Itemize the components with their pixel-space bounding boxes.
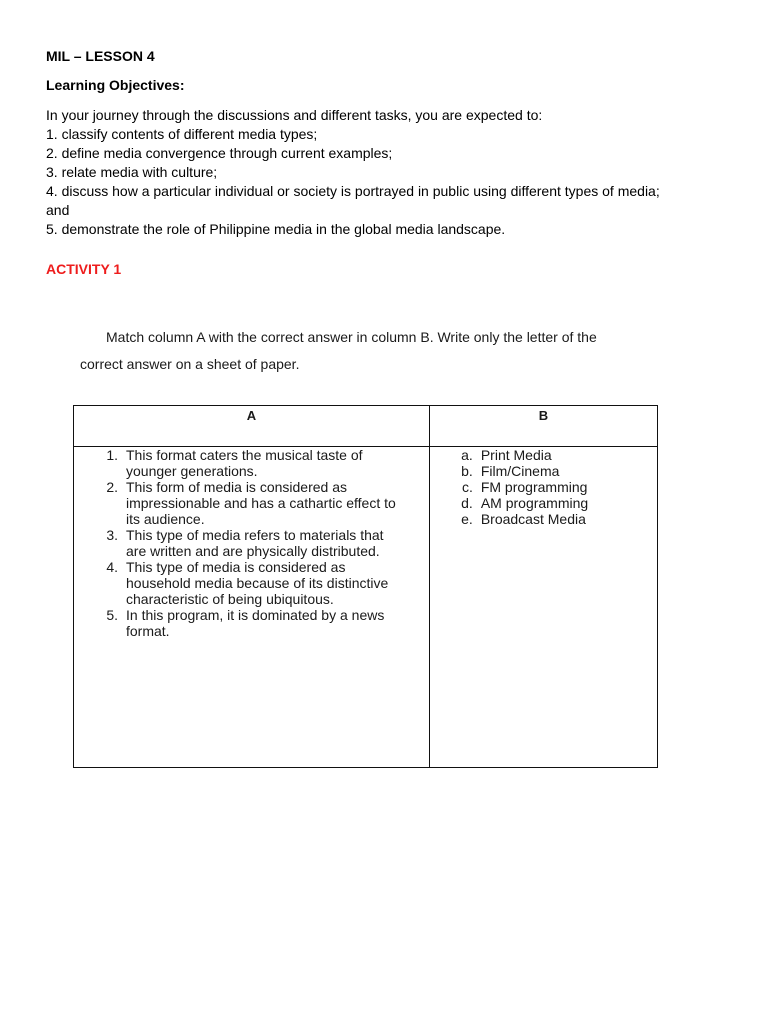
item-text <box>126 607 416 639</box>
instructions-line: correct answer on a sheet of paper. <box>80 356 300 372</box>
objective-line: 2. define media convergence through current examples; <box>46 145 393 161</box>
item-letter: b. <box>461 463 473 479</box>
column-b-item <box>430 447 657 463</box>
column-a-item <box>74 559 429 607</box>
table-row <box>74 447 658 768</box>
item-letter: d. <box>461 495 473 511</box>
item-number: 5. <box>106 607 118 623</box>
item-text-line: This type of media refers to materials that <box>126 527 384 543</box>
objective-line: 1. classify contents of different media types; <box>46 126 318 142</box>
item-letter: e. <box>461 511 473 527</box>
objective-line: and <box>46 202 70 218</box>
item-text-line: its audience. <box>126 511 205 527</box>
column-a-cell <box>74 447 430 768</box>
column-b-item <box>430 495 657 511</box>
item-text-line: are written and are physically distributed. <box>126 543 380 559</box>
item-text <box>126 447 416 479</box>
lesson-title: MIL – LESSON 4 <box>46 48 155 64</box>
activity-instructions <box>80 324 680 378</box>
objective-line: 4. discuss how a particular individual or society is portrayed in public using different types of media; <box>46 183 660 199</box>
item-letter: c. <box>461 479 473 495</box>
item-number: 2. <box>106 479 118 495</box>
matching-table <box>73 405 658 768</box>
item-text-line: In this program, it is dominated by a news <box>126 607 385 623</box>
table-header-row <box>74 406 658 447</box>
item-letter: a. <box>461 447 473 463</box>
learning-objectives-heading: Learning Objectives: <box>46 77 185 93</box>
column-b-header: B <box>429 406 657 447</box>
item-text: Film/Cinema <box>480 463 560 479</box>
column-b-cell <box>429 447 657 768</box>
item-text: AM programming <box>480 495 589 511</box>
item-text-line: characteristic of being ubiquitous. <box>126 591 334 607</box>
item-text-line: impressionable and has a cathartic effect to <box>126 495 396 511</box>
item-text: Broadcast Media <box>480 511 586 527</box>
item-text <box>126 559 416 607</box>
instructions-line: Match column A with the correct answer in column B. Write only the letter of the <box>106 329 597 345</box>
item-text-line: This type of media is considered as <box>126 559 346 575</box>
item-text-line: This format caters the musical taste of <box>126 447 363 463</box>
item-text <box>126 527 416 559</box>
item-text: Print Media <box>480 447 552 463</box>
column-b-item <box>430 463 657 479</box>
item-number: 4. <box>106 559 118 575</box>
activity-heading: ACTIVITY 1 <box>46 261 122 277</box>
column-b-list <box>430 447 657 767</box>
column-a-list <box>74 447 429 767</box>
item-number: 3. <box>106 527 118 543</box>
item-text-line: household media because of its distinctive <box>126 575 389 591</box>
objectives-text <box>46 106 726 239</box>
item-text-line: format. <box>126 623 170 639</box>
item-text-line: younger generations. <box>126 463 258 479</box>
column-a-item <box>74 527 429 559</box>
column-a-header: A <box>74 406 430 447</box>
objective-line: 5. demonstrate the role of Philippine media in the global media landscape. <box>46 221 506 237</box>
objective-line: 3. relate media with culture; <box>46 164 218 180</box>
item-text: FM programming <box>480 479 588 495</box>
column-a-item <box>74 607 429 639</box>
item-number: 1. <box>106 447 118 463</box>
column-a-item <box>74 447 429 479</box>
item-text <box>126 479 416 527</box>
item-text-line: This form of media is considered as <box>126 479 347 495</box>
intro-line: In your journey through the discussions and different tasks, you are expected to: <box>46 107 543 123</box>
column-b-item <box>430 511 657 527</box>
column-a-item <box>74 479 429 527</box>
column-b-item <box>430 479 657 495</box>
